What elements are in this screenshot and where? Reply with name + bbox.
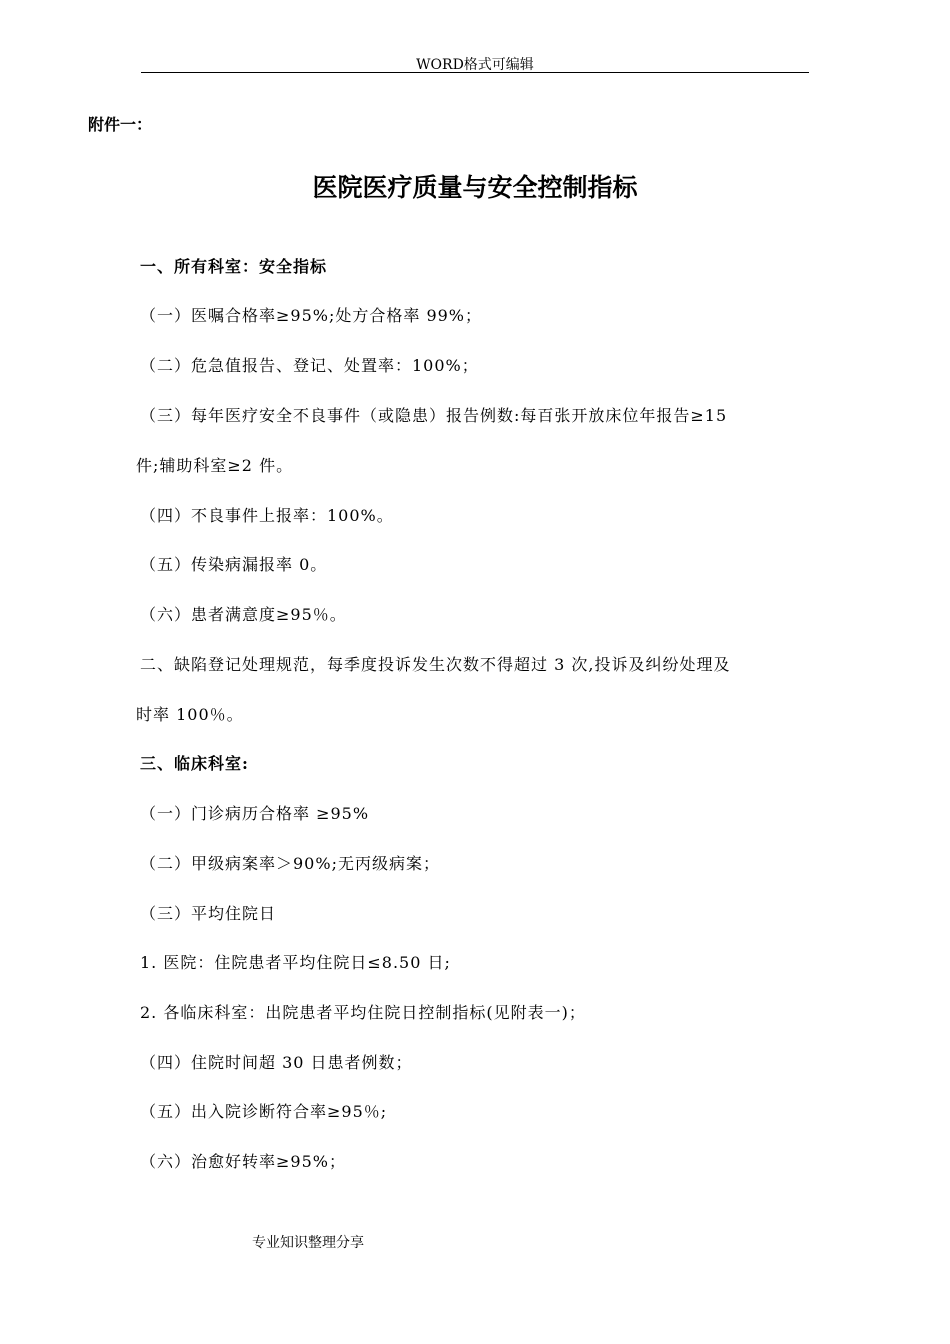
list-item: （三）平均住院日 — [140, 904, 277, 923]
attachment-label: 附件一： — [88, 115, 153, 134]
paragraph-continuation: 时率 100％。 — [136, 705, 244, 724]
list-item: （一）医嘱合格率≥95%;处方合格率 99%； — [140, 306, 483, 325]
list-item: （三）每年医疗安全不良事件（或隐患）报告例数:每百张开放床位年报告≥15 — [140, 406, 728, 425]
header-divider — [141, 72, 809, 73]
section-paragraph-complaints: 二、缺陷登记处理规范，每季度投诉发生次数不得超过 3 次,投诉及纠纷处理及 — [140, 655, 731, 674]
numbered-item: 1. 医院：住院患者平均住院日≤8.50 日; — [140, 953, 451, 972]
list-item-continuation: 件;辅助科室≥2 件。 — [136, 456, 294, 475]
page-footer-text: 专业知识整理分享 — [252, 1235, 364, 1251]
list-item: （六）患者满意度≥95％。 — [140, 605, 347, 624]
list-item: （一）门诊病历合格率 ≥95% — [140, 804, 370, 823]
list-item: （五）传染病漏报率 0。 — [140, 555, 328, 574]
numbered-item: 2. 各临床科室：出院患者平均住院日控制指标(见附表一)； — [140, 1003, 586, 1022]
list-item: （四）不良事件上报率：100%。 — [140, 506, 394, 525]
section-heading-safety: 一、所有科室：安全指标 — [140, 257, 328, 276]
document-title: 医院医疗质量与安全控制指标 — [312, 173, 638, 202]
list-item: （四）住院时间超 30 日患者例数； — [140, 1053, 413, 1072]
list-item: （六）治愈好转率≥95%； — [140, 1152, 346, 1171]
list-item: （五）出入院诊断符合率≥95％; — [140, 1102, 388, 1121]
list-item: （二）甲级病案率＞90%;无丙级病案； — [140, 854, 440, 873]
page-header-text: WORD格式可编辑 — [416, 57, 534, 73]
section-heading-clinical: 三、临床科室: — [140, 754, 249, 773]
list-item: （二）危急值报告、登记、处置率：100%； — [140, 356, 479, 375]
